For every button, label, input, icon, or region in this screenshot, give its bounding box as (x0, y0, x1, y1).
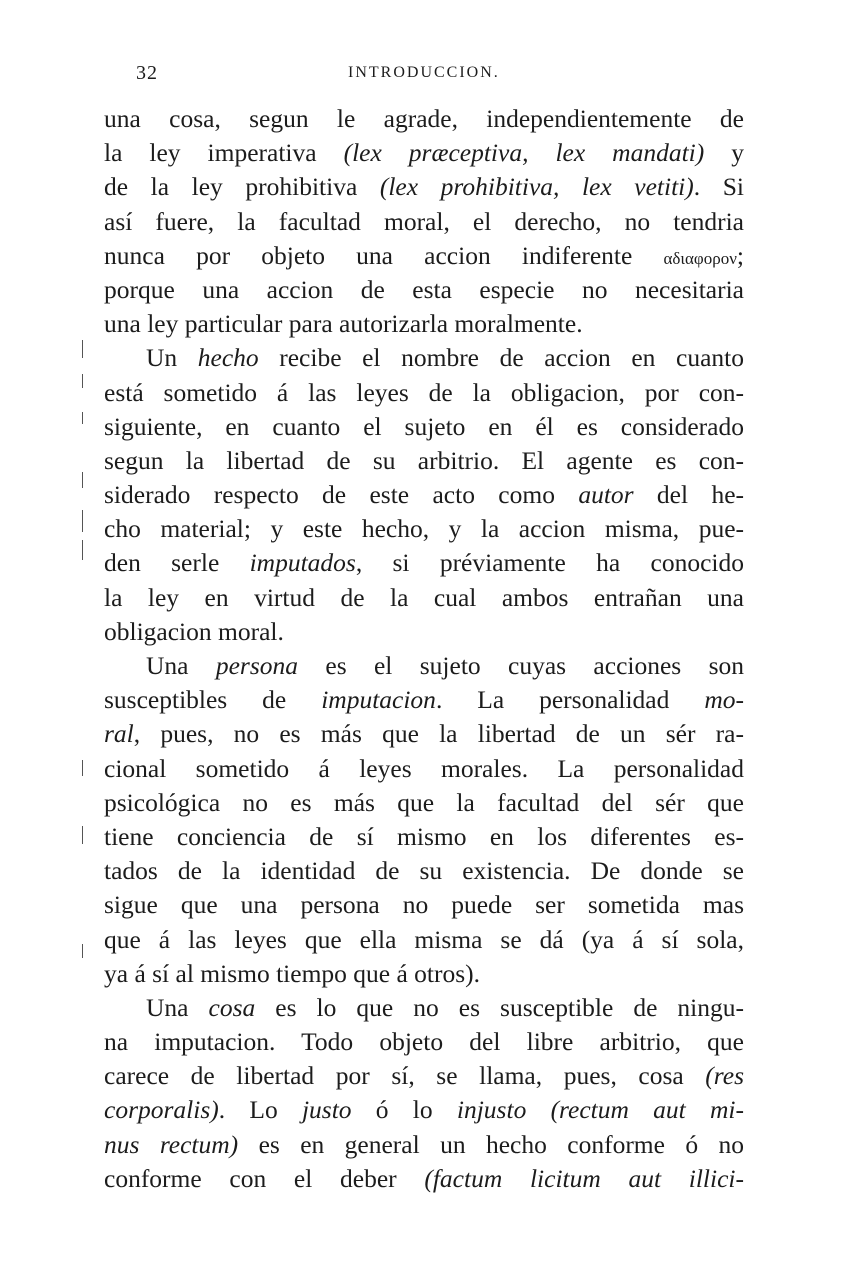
text-segment: conforme con el deber (104, 1163, 425, 1193)
italic-text: (res (705, 1061, 744, 1091)
text-segment: . La personalidad (435, 685, 705, 715)
text-segment: ó lo (351, 1095, 457, 1125)
text-line (104, 683, 744, 717)
italic-text: imputados (249, 548, 356, 578)
text-line (104, 854, 744, 888)
text-segment: así fuere, la facultad moral, el derecho, no tendria (104, 206, 744, 236)
text-segment: es el sujeto cuyas acciones son (298, 651, 744, 680)
italic-text: hecho (197, 343, 259, 373)
text-line (104, 1059, 744, 1093)
text-line (104, 1093, 744, 1127)
text-line (104, 581, 744, 615)
italic-text: (lex prohibitiva, lex vetiti) (379, 172, 694, 202)
text-segment: den serle (104, 548, 250, 578)
text-segment: tiene conciencia de sí mismo en los diferentes es- (104, 821, 744, 851)
text-line (104, 170, 744, 204)
text-segment: susceptibles de (104, 685, 322, 715)
text-line (104, 307, 744, 341)
italic-text: nus rectum) (104, 1129, 239, 1159)
running-head: INTRODUCCION. (348, 64, 500, 81)
text-segment: . Lo (218, 1095, 302, 1125)
page-number: 32 (136, 62, 158, 84)
text-line (104, 649, 744, 683)
text-line (104, 752, 744, 786)
text-segment: la ley imperativa (104, 138, 344, 168)
italic-text: (lex præceptiva, lex mandati) (343, 138, 705, 168)
text-segment: una cosa, segun le agrade, independientemente de (104, 104, 744, 133)
text-segment: segun la libertad de su arbitrio. El agente es con- (104, 445, 744, 475)
italic-text: (factum licitum aut illici- (424, 1163, 744, 1193)
italic-text: persona (215, 651, 299, 680)
text-line (104, 444, 744, 478)
text-line (104, 341, 744, 375)
text-line (104, 786, 744, 820)
italic-text: injusto (rectum aut mi- (456, 1095, 744, 1125)
text-line (104, 1128, 744, 1162)
text-segment: ya á sí al mismo tiempo que á otros). (104, 958, 481, 988)
text-line (104, 136, 744, 170)
text-segment: , pues, no es más que la libertad de un sér ra- (133, 719, 744, 749)
text-segment: cho material; y este hecho, y la accion misma, pue- (104, 514, 744, 544)
text-segment: carece de libertad por sí, se llama, pues, cosa (104, 1061, 706, 1091)
text-line (104, 205, 744, 239)
italic-text: justo (301, 1095, 352, 1125)
text-line (104, 1162, 744, 1196)
text-segment: obligacion moral. (104, 616, 284, 646)
text-segment: del he- (633, 480, 744, 510)
text-segment: de la ley prohibitiva (104, 172, 380, 202)
text-line (104, 546, 744, 580)
text-segment: na imputacion. Todo objeto del libre arbitrio, que (104, 1027, 744, 1057)
text-segment: Un (146, 343, 198, 373)
text-line (104, 376, 744, 410)
italic-text: imputacion (321, 685, 436, 715)
italic-text: autor (578, 480, 634, 510)
text-segment: y (704, 138, 744, 168)
text-line (104, 923, 744, 957)
text-segment: tados de la identidad de su existencia. De donde se (104, 856, 744, 886)
text-line (104, 615, 744, 649)
text-segment: . Si (693, 172, 744, 202)
italic-text: cosa (208, 992, 256, 1022)
page-header (136, 62, 756, 86)
text-segment: Una (146, 651, 216, 680)
text-line (104, 478, 744, 512)
body-text (104, 102, 744, 1196)
text-segment: la ley en virtud de la cual ambos entrañan una (104, 582, 744, 612)
text-segment: psicológica no es más que la facultad del sér que (104, 787, 744, 817)
italic-text: corporalis) (104, 1095, 219, 1125)
text-segment: nunca por objeto una accion indiferente (104, 240, 664, 270)
italic-text: ral (104, 719, 134, 749)
text-segment: está sometido á las leyes de la obligacion, por con- (104, 377, 744, 407)
text-line (104, 102, 744, 136)
greek-word: αδιαφορον (663, 248, 737, 268)
text-line (104, 991, 744, 1025)
text-segment: siguiente, en cuanto el sujeto en él es considerado (104, 411, 744, 441)
text-line (104, 957, 744, 991)
text-segment: , si préviamente ha conocido (355, 548, 744, 578)
text-segment: porque una accion de esta especie no necesitaria (104, 274, 744, 304)
text-segment: recibe el nombre de accion en cuanto (258, 343, 744, 373)
text-segment: que á las leyes que ella misma se dá (ya á sí sola, (104, 924, 744, 954)
text-segment: ; (736, 240, 744, 270)
margin-marks (74, 340, 90, 960)
text-line (104, 512, 744, 546)
text-segment: Una (146, 992, 209, 1022)
text-segment: es lo que no es susceptible de ningu- (255, 992, 745, 1022)
text-line (104, 820, 744, 854)
text-segment: es en general un hecho conforme ó no (238, 1129, 744, 1159)
italic-text: mo- (704, 685, 744, 715)
text-line (104, 1025, 744, 1059)
text-line (104, 717, 744, 751)
text-segment: cional sometido á leyes morales. La personalidad (104, 753, 744, 783)
text-segment: sigue que una persona no puede ser sometida mas (104, 890, 744, 920)
text-line (104, 410, 744, 444)
text-segment: siderado respecto de este acto como (104, 480, 579, 510)
text-segment: una ley particular para autorizarla moralmente. (104, 309, 583, 339)
text-line (104, 239, 744, 273)
text-line (104, 888, 744, 922)
text-line (104, 273, 744, 307)
